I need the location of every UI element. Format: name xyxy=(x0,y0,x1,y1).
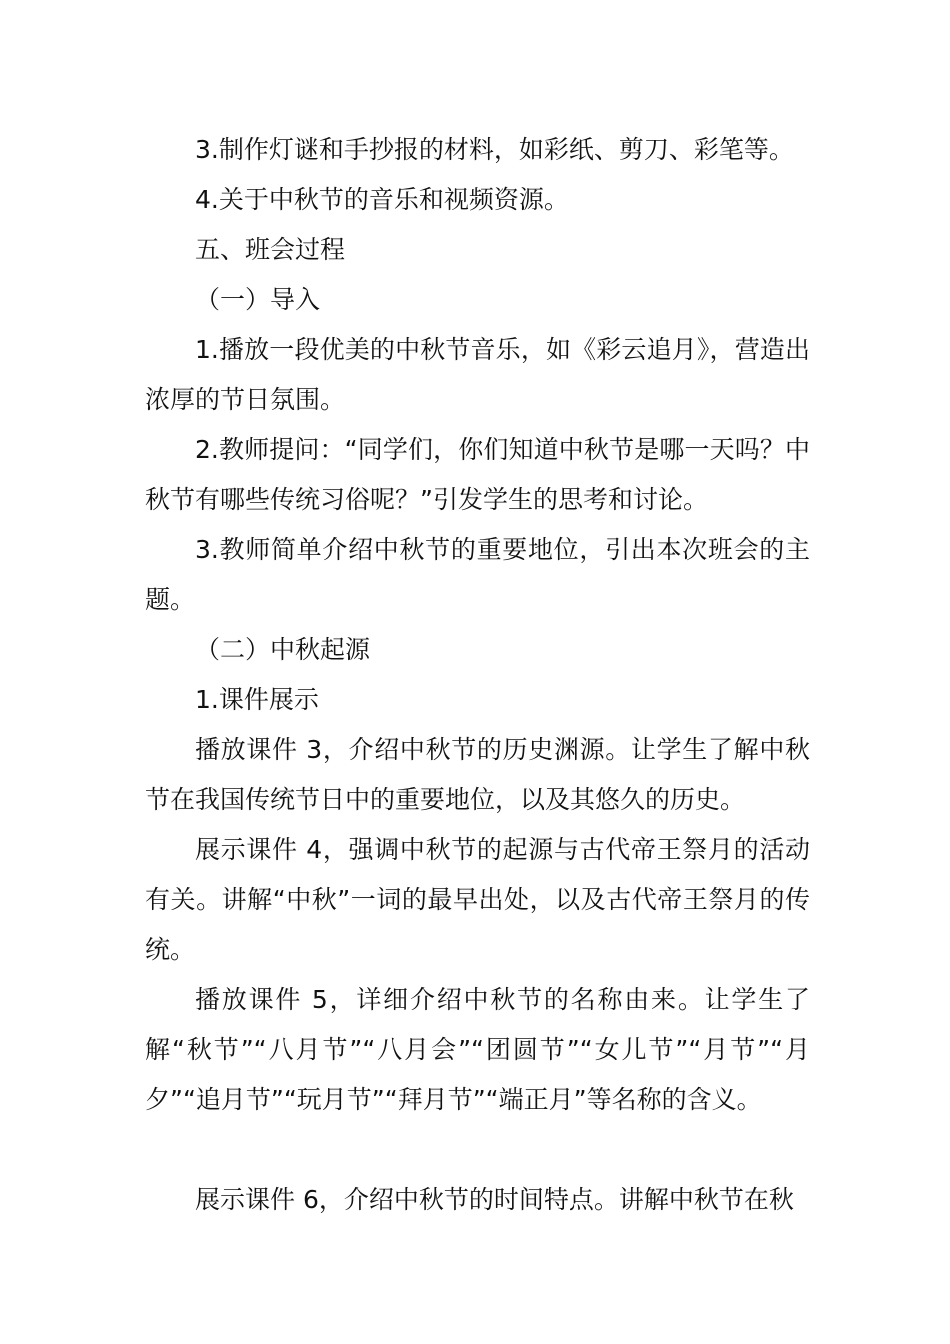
section-heading-process: 五、班会过程 xyxy=(195,235,346,264)
paragraph-courseware-4: 展示课件 4，强调中秋节的起源与古代帝王祭月的活动有关。讲解“中秋”一词的最早出处，以及古代帝王祭月的传统。 xyxy=(145,835,810,964)
paragraph-courseware-3: 播放课件 3，介绍中秋节的历史渊源。让学生了解中秋节在我国传统节日中的重要地位，以及其悠久的历史。 xyxy=(145,735,810,814)
paragraph-courseware-6: 展示课件 6，介绍中秋节的时间特点。讲解中秋节在秋 xyxy=(195,1185,794,1214)
paragraph-materials: 3.制作灯谜和手抄报的材料，如彩纸、剪刀、彩笔等。 xyxy=(195,135,794,164)
paragraph-courseware-5: 播放课件 5，详细介绍中秋节的名称由来。让学生了解“秋节”“八月节”“八月会”“团圆节”“女儿节”“月节”“月夕”“追月节”“玩月节”“拜月节”“端正月”等名称的含义。 xyxy=(145,985,810,1114)
paragraph-media-resources: 4.关于中秋节的音乐和视频资源。 xyxy=(195,185,569,214)
paragraph-courseware-show: 1.课件展示 xyxy=(195,685,319,714)
paragraph-teacher-question: 2.教师提问：“同学们，你们知道中秋节是哪一天吗？中秋节有哪些传统习俗呢？”引发学生的思考和讨论。 xyxy=(145,435,810,514)
subsection-heading-origin: （二）中秋起源 xyxy=(195,635,371,664)
paragraph-play-music: 1.播放一段优美的中秋节音乐，如《彩云追月》，营造出浓厚的节日氛围。 xyxy=(145,335,810,414)
paragraph-teacher-intro: 3.教师简单介绍中秋节的重要地位，引出本次班会的主题。 xyxy=(145,535,810,614)
subsection-heading-intro: （一）导入 xyxy=(195,285,321,314)
